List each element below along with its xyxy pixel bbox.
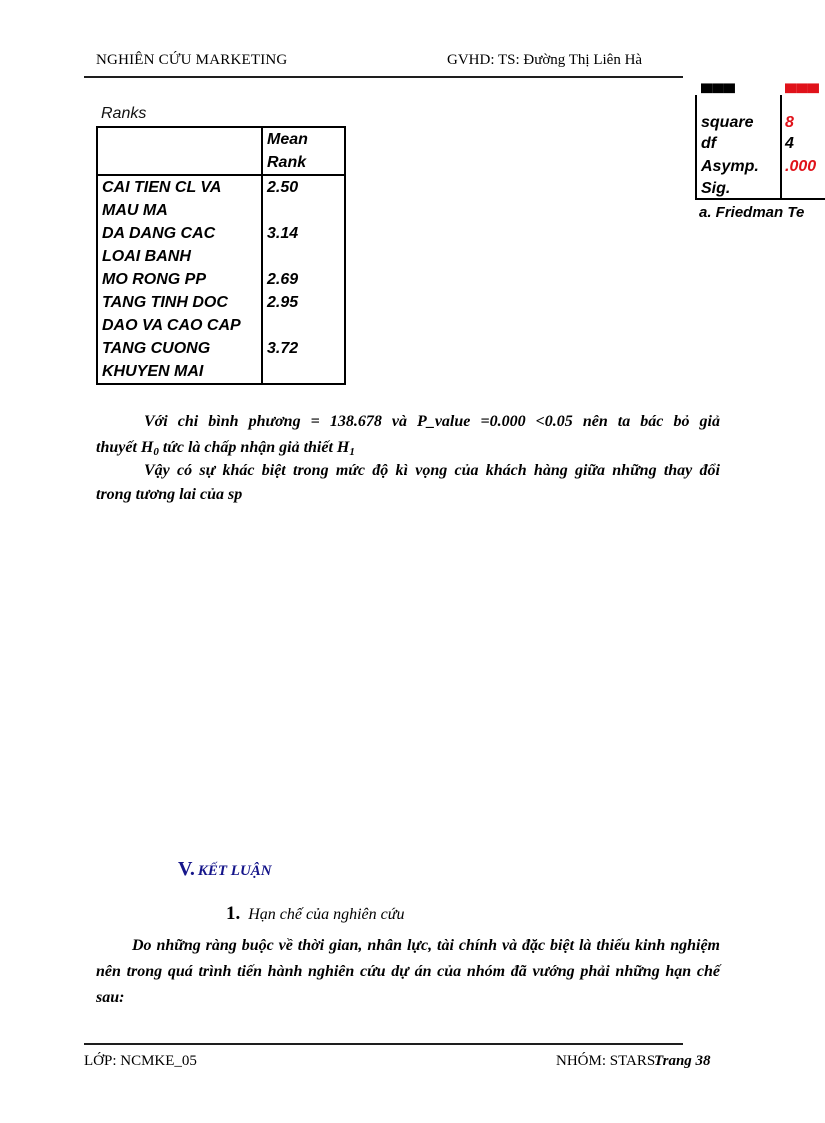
conclusion-paragraph <box>96 459 720 507</box>
label-line: KHUYEN MAI <box>102 363 204 380</box>
label-line: MAU MA <box>102 202 168 219</box>
table-row <box>97 222 345 268</box>
subsection-number: 1. <box>226 903 241 924</box>
paragraph-line: Với chi bình phương = 138.678 và P_value =0.000 <0.05 nên ta bác bỏ giả <box>144 413 720 430</box>
section-number: V. <box>178 858 195 880</box>
footer-divider <box>84 1043 683 1045</box>
stats-value: .000 <box>785 158 817 175</box>
cropped-row-remnant: ▀▀▀ <box>785 85 820 102</box>
stats-label: df <box>701 135 717 152</box>
limitations-paragraph: Do những ràng buộc về thời gian, nhân lực, tài chính và đặc biệt là thiếu kinh nghiệm nên trong quá trình tiến hành nghiên cứu dự án của nhóm đã vướng phải những hạn chế sau: <box>96 937 720 1006</box>
label-line: MO RONG PP <box>102 271 207 288</box>
paragraph-line: trong tương lai của sp <box>96 486 243 503</box>
footer-group: NHÓM: STARS <box>556 1053 656 1069</box>
subsection-title: Hạn chế của nghiên cứu <box>248 906 405 923</box>
subsection-heading <box>226 903 404 925</box>
label-line: DA DANG CAC <box>102 225 216 242</box>
row-value: 3.14 <box>262 222 345 268</box>
stats-bottom-border <box>695 198 825 200</box>
table-row <box>97 268 345 291</box>
stats-label: Sig. <box>701 180 731 197</box>
table-row <box>97 337 345 384</box>
stats-value: 8 <box>785 114 794 131</box>
row-label <box>97 268 262 291</box>
header-instructor: GVHD: TS: Đường Thị Liên Hà <box>447 52 643 68</box>
paragraph-line: Vậy có sự khác biệt trong mức độ kì vọng của khách hàng giữa những thay đổi <box>144 462 720 479</box>
label-line: TANG CUONG <box>102 340 211 357</box>
header-course-title: NGHIÊN CỨU MARKETING <box>96 52 288 68</box>
stats-footnote: a. Friedman Te <box>699 204 805 221</box>
stats-label: Asymp. <box>701 158 759 175</box>
row-label <box>97 337 262 384</box>
ranks-header-row <box>97 127 345 175</box>
row-label <box>97 291 262 337</box>
row-label <box>97 175 262 222</box>
stats-label: square <box>701 114 754 131</box>
footer-class: LỚP: NCMKE_05 <box>84 1053 197 1069</box>
ranks-table-title: Ranks <box>101 105 147 122</box>
test-statistics-table <box>695 85 825 200</box>
label-line: LOAI BANH <box>102 248 191 265</box>
header-line: Mean <box>267 131 308 148</box>
cropped-row-remnant: ▀▀▀ <box>701 85 736 102</box>
paragraph-text: tức là chấp nhận giả thiết H <box>158 439 350 456</box>
row-label <box>97 222 262 268</box>
ranks-header-empty-cell <box>97 127 262 175</box>
page-number: Trang 38 <box>654 1053 711 1069</box>
row-value: 2.50 <box>262 175 345 222</box>
row-value: 2.95 <box>262 291 345 337</box>
stats-value: 4 <box>785 135 794 152</box>
label-line: TANG TINH DOC <box>102 294 228 311</box>
section-title: KẾT LUẬN <box>197 863 272 879</box>
section-heading <box>178 858 272 881</box>
ranks-table <box>96 126 346 385</box>
paragraph-text: thuyết H <box>96 439 154 456</box>
header-line: Rank <box>267 154 307 171</box>
row-value: 3.72 <box>262 337 345 384</box>
label-line: CAI TIEN CL VA <box>102 179 222 196</box>
table-row <box>97 291 345 337</box>
ranks-header-mean-rank <box>262 127 345 175</box>
header-divider <box>84 76 683 78</box>
subscript: 1 <box>349 446 355 458</box>
result-paragraph <box>96 409 720 465</box>
label-line: DAO VA CAO CAP <box>102 317 241 334</box>
subscript: 0 <box>153 446 159 458</box>
table-row <box>97 175 345 222</box>
row-value: 2.69 <box>262 268 345 291</box>
